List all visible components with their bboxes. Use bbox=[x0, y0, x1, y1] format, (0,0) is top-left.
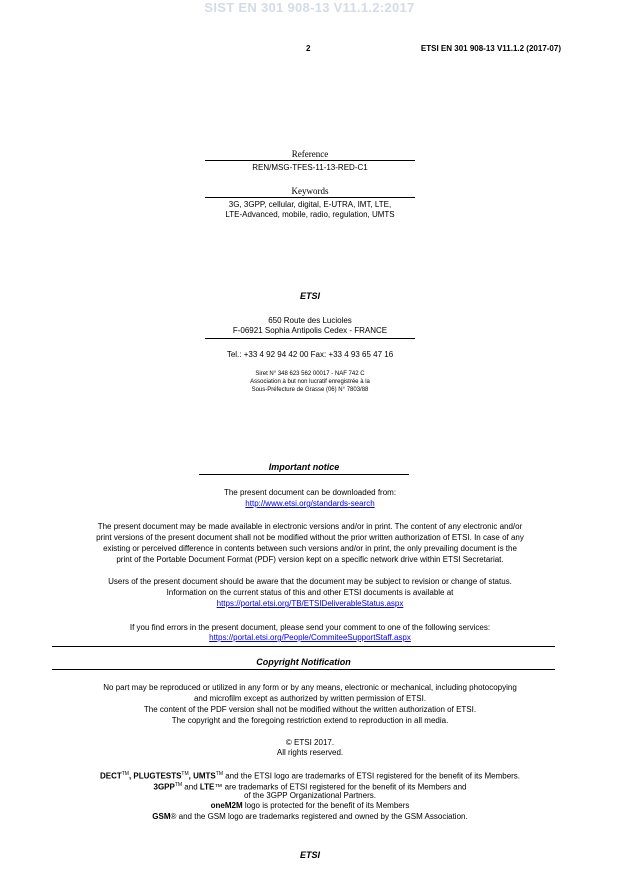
address-line-2: F-06921 Sophia Antipolis Cedex - FRANCE bbox=[232, 326, 388, 335]
notice-para-1-line-2: print versions of the present document shall not be modified without the prior written authorization of ETSI. In case of any bbox=[96, 533, 524, 542]
notice-para-1-line-3: existing or perceived difference in contents between such versions and/or in print, the only prevailing document is the bbox=[103, 544, 517, 553]
footer-etsi: ETSI bbox=[299, 850, 320, 860]
trademark-line-1: DECT™, PLUGTESTS™, UMTS™ and the ETSI logo are trademarks of ETSI registered for the benefit of its Members. bbox=[99, 771, 521, 781]
copyright-line-2: and microfilm except as authorized by written permission of ETSI. bbox=[193, 694, 427, 703]
association: Association à but non lucratif enregistrée à la bbox=[250, 379, 370, 385]
address-rule bbox=[205, 338, 415, 339]
copyright-line-1: No part may be reproduced or utilized in any form or by any means, electronic or mechanical, including photocopying bbox=[103, 683, 517, 692]
trademark-line-4: oneM2M logo is protected for the benefit of its Members bbox=[210, 801, 410, 810]
keywords-rule bbox=[205, 197, 415, 198]
notice-para-1-line-1: The present document may be made available in electronic versions and/or in print. The content of any electronic and/or bbox=[97, 522, 523, 531]
document-id: ETSI EN 301 908-13 V11.1.2 (2017-07) bbox=[420, 44, 561, 53]
etsi-title: ETSI bbox=[299, 291, 320, 301]
download-text: The present document can be downloaded from: bbox=[223, 488, 397, 497]
watermark: SIST EN 301 908-13 V11.1.2:2017 bbox=[204, 0, 415, 15]
notice-para-3-line-1: If you find errors in the present document, please send your comment to one of the following services: bbox=[129, 623, 491, 632]
important-notice-title: Important notice bbox=[268, 462, 340, 472]
support-staff-link[interactable]: https://portal.etsi.org/People/CommiteeSupportStaff.aspx bbox=[209, 633, 411, 642]
keywords-line-2: LTE-Advanced, mobile, radio, regulation, UMTS bbox=[225, 210, 395, 219]
copyright-year: © ETSI 2017. bbox=[285, 738, 335, 747]
all-rights-reserved: All rights reserved. bbox=[276, 748, 344, 757]
copyright-line-4: The copyright and the foregoing restriction extend to reproduction in all media. bbox=[171, 716, 449, 725]
phone-fax: Tel.: +33 4 92 94 42 00 Fax: +33 4 93 65 47 16 bbox=[226, 350, 394, 359]
notice-rule bbox=[199, 474, 409, 475]
reference-label: Reference bbox=[291, 149, 329, 159]
notice-para-1-line-4: print of the Portable Document Format (PDF) version kept on a specific network drive within ETSI Secretariat. bbox=[116, 555, 504, 564]
keywords-label: Keywords bbox=[291, 186, 329, 196]
copyright-top-rule bbox=[52, 646, 555, 647]
prefecture: Sous-Préfecture de Grasse (06) N° 7803/88 bbox=[251, 387, 369, 393]
trademark-line-3: of the 3GPP Organizational Partners. bbox=[244, 791, 376, 800]
reference-rule bbox=[205, 160, 415, 161]
notice-para-2-line-2: Information on the current status of this and other ETSI documents is available at bbox=[166, 588, 454, 597]
download-link[interactable]: http://www.etsi.org/standards-search bbox=[245, 499, 375, 508]
keywords-line-1: 3G, 3GPP, cellular, digital, E-UTRA, IMT, LTE, bbox=[228, 200, 392, 209]
trademark-line-5: GSM® and the GSM logo are trademarks registered and owned by the GSM Association. bbox=[152, 812, 468, 821]
siret: Siret N° 348 623 562 00017 - NAF 742 C bbox=[255, 371, 365, 377]
trademark-line-2: 3GPP™ and LTE™ are trademarks of ETSI registered for the benefit of its Members and bbox=[153, 782, 467, 792]
copyright-title: Copyright Notification bbox=[256, 657, 351, 667]
copyright-line-3: The content of the PDF version shall not be modified without the written authorization of ETSI. bbox=[143, 705, 477, 714]
reference-value: REN/MSG-TFES-11-13-RED-C1 bbox=[252, 163, 368, 172]
page-number: 2 bbox=[306, 44, 311, 53]
deliverable-status-link[interactable]: https://portal.etsi.org/TB/ETSIDeliverableStatus.aspx bbox=[216, 599, 404, 608]
notice-para-2-line-1: Users of the present document should be aware that the document may be subject to revision or change of status. bbox=[108, 577, 512, 586]
address-line-1: 650 Route des Lucioles bbox=[268, 316, 352, 325]
copyright-bottom-rule bbox=[52, 669, 555, 670]
